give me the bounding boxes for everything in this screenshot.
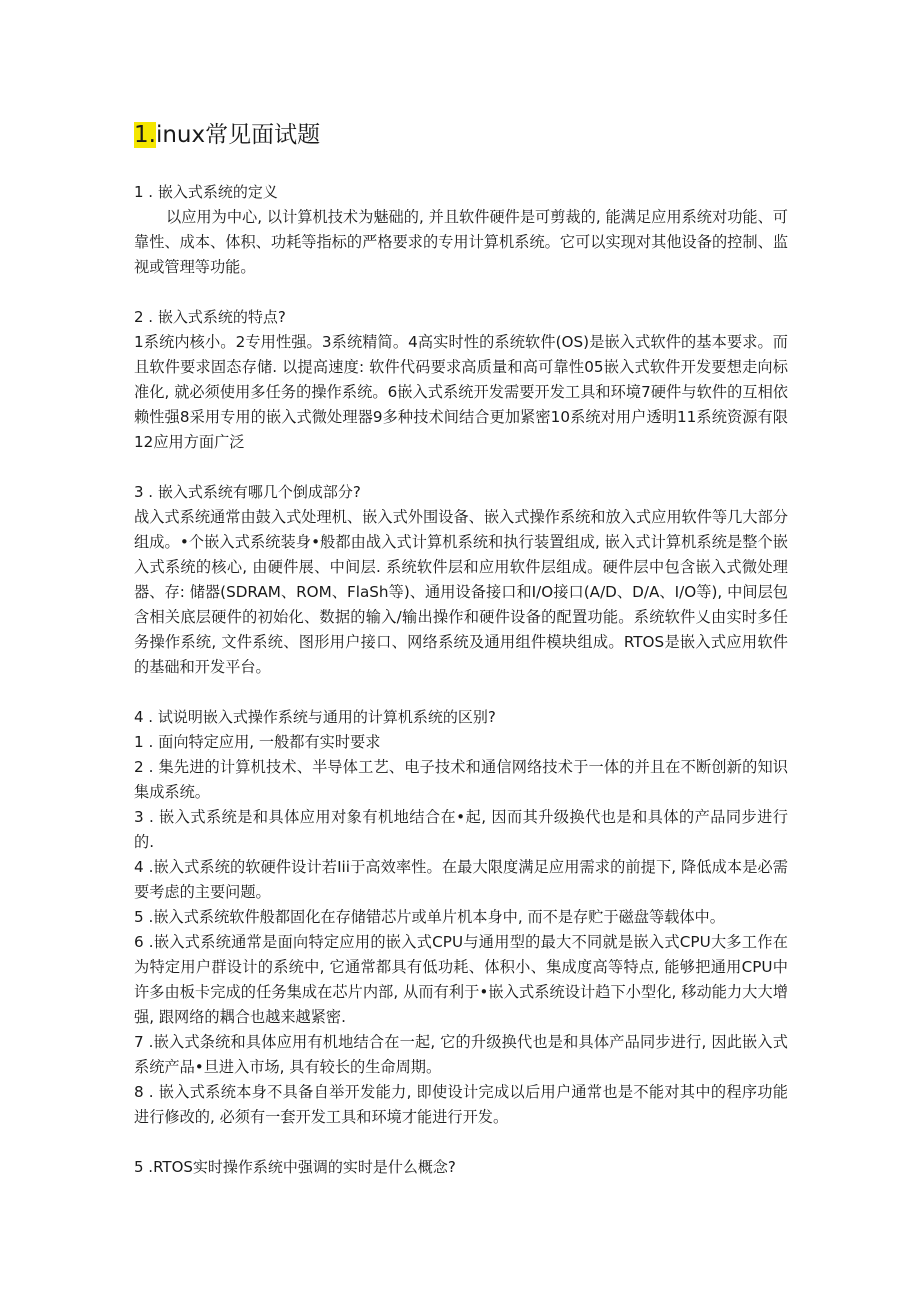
list-item: 6 .嵌入式系统通常是面向特定应用的嵌入式CPU与通用型的最大不同就是嵌入式CPU大多工作在为特定用户群设计的系统中, 它通常都具有低功耗、体积小、集成度高等特点, 能够把通用CPU中许多由板卡完成的任务集成在芯片内部, 从而有利于•嵌入式系统设计趋下小型化, 移动能力大大增强, 跟网络的耦合也越来越紧密. <box>134 933 788 1026</box>
section-4 <box>134 705 788 1130</box>
section-2 <box>134 305 788 455</box>
section-5 <box>134 1155 788 1180</box>
section-spacer <box>134 680 788 705</box>
section-spacer <box>134 455 788 480</box>
section-question: 4 . 试说明嵌入式操作系统与通用的计算机系统的区别? <box>134 708 496 726</box>
page-title <box>134 118 320 152</box>
list-item: 7 .嵌入式条统和具体应用有机地结合在一起, 它的升级换代也是和具体产品同步进行, 因此嵌入式系统产品•旦进入市场, 具有较长的生命周期。 <box>134 1033 788 1076</box>
section-question: 5 .RTOS实时操作系统中强调的实时是什么概念? <box>134 1158 456 1176</box>
title-text: inux常见面试题 <box>155 122 321 148</box>
section-question: 3 . 嵌入式系统有哪几个倒成部分? <box>134 483 361 501</box>
section-paragraph: 战入式系统通常由鼓入式处理机、嵌入式外围设备、嵌入式操作系统和放入式应用软件等几大部分组成。•个嵌入式系统装身•般都由战入式计算机系统和执行装置组成, 嵌入式计算机系统是整个嵌入式系统的核心, 由硬件展、中间层. 系统软件层和应用软件层组成。硬件层中包含嵌入式微处理器、存: 储器(SDRAM、ROM、FlaSh等)、通用设备接口和I/O接口(A/D、D/A、I/O等), 中间层包含相关底层硬件的初始化、数据的输入/输出操作和硬件设备的配置功能。系统软件乂由实时多任务操作系统, 文件系统、图形用户接口、网络系统及通用组件模块组成。RTOS是嵌入式应用软件的基础和开发平台。 <box>134 508 788 676</box>
section-paragraph: 以应用为中心, 以计算机技术为魅础的, 并且软件硬件是可剪裁的, 能满足应用系统对功能、可靠性、成本、体积、功耗等指标的严格要求的专用计算机系统。它可以实现对其他设备的控制、监视或管理等功能。 <box>134 208 788 276</box>
title-highlight: 1. <box>134 122 156 148</box>
section-question: 1 . 嵌入式系统的定义 <box>134 183 278 201</box>
list-item: 5 .嵌入式系统软件般都固化在存储错芯片或单片机本身中, 而不是存贮于磁盘等载体中。 <box>134 908 725 926</box>
section-3 <box>134 480 788 680</box>
section-question: 2 . 嵌入式系统的特点? <box>134 308 286 326</box>
section-spacer <box>134 280 788 305</box>
section-paragraph: 1系统内核小。2专用性强。3系统精简。4高实时性的系统软件(OS)是嵌入式软件的基本要求。而且软件要求固态存储. 以提高速度: 软件代码要求高质量和高可靠性05嵌入式软件开发要想走向标准化, 就必须使用多任务的操作系统。6嵌入式系统开发需要开发工具和环境7硬件与软件的互相依赖性强8采用专用的嵌入式微处理器9多种技术间结合更加紧密10系统对用户透明11系统资源有限12应用方面广泛 <box>134 333 788 451</box>
list-item: 3 . 嵌入式系统是和具体应用对象有机地结合在•起, 因而其升级换代也是和具体的产品同步进行的. <box>134 808 788 851</box>
list-item: 2 . 集先进的计算机技术、半导体工艺、电子技术和通信网络技术于一体的并且在不断创新的知识集成系统。 <box>134 758 788 801</box>
list-item: 4 .嵌入式系统的软硬件设计若Iii于高效率性。在最大限度满足应用需求的前提下, 降低成本是必需要考虑的主要问题。 <box>134 858 788 901</box>
section-spacer <box>134 1130 788 1155</box>
list-item: 1 . 面向特定应用, 一般都有实时要求 <box>134 733 381 751</box>
list-item: 8 . 嵌入式系统本身不具备自举开发能力, 即使设计完成以后用户通常也是不能对其中的程序功能进行修改的, 必须有一套开发工具和环境才能进行开发。 <box>134 1083 788 1126</box>
document-body <box>134 180 788 1180</box>
section-1 <box>134 180 788 280</box>
